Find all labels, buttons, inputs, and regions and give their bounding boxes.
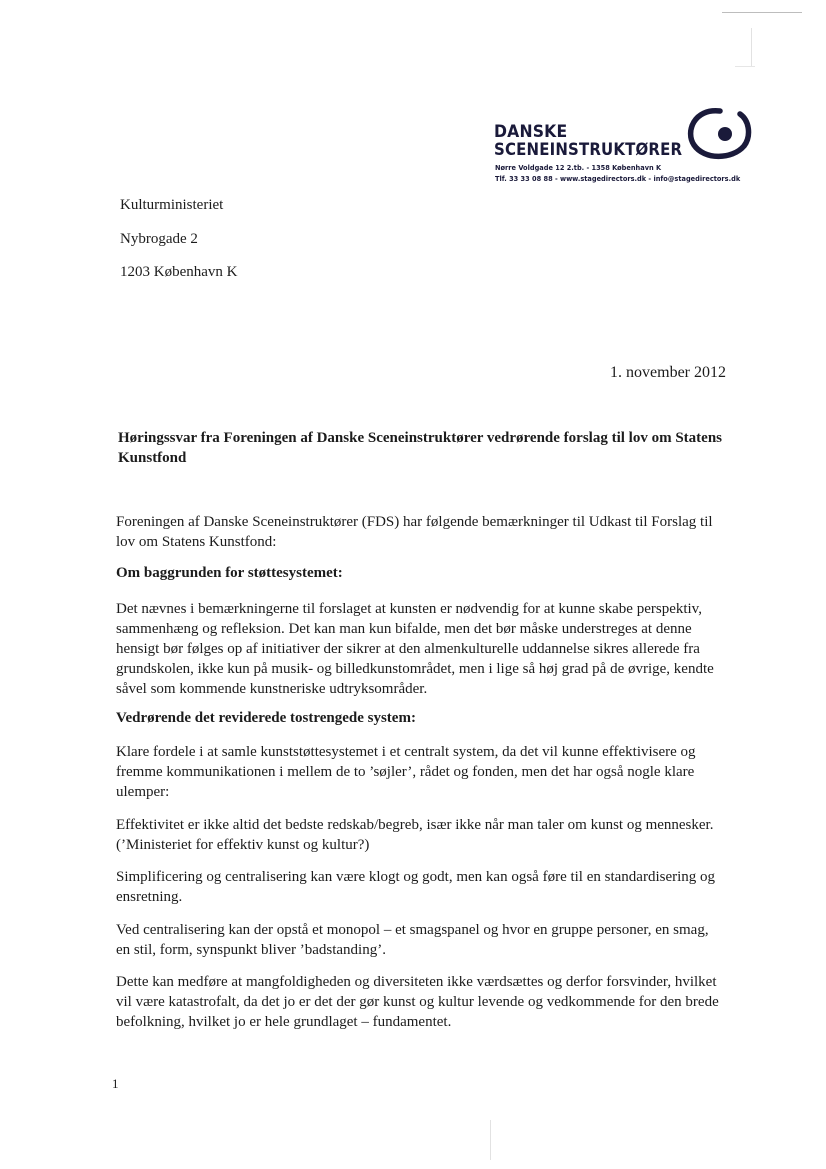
- recipient-name: Kulturministeriet: [120, 197, 224, 213]
- system-paragraph-simplification: Simplificering og centralisering kan være klogt og godt, men kan også føre til en standardisering og ensretning.: [116, 869, 716, 905]
- system-paragraph-advantages: Klare fordele i at samle kunststøttesystemet i et centralt system, da det vil kunne effektivisere og fremme kommunikationen i mellem de to ’søjler’, rådet og fonden, men det har også nogle klare ulemper:: [116, 744, 696, 800]
- system-paragraph-diversity: Dette kan medføre at mangfoldigheden og diversiteten ikke værdsættes og derfor forsvinder, hvilket vil være katastrofalt, da det jo er det der gør kunst og kultur levende og vedkommende for den brede befolkning, hvilket jo er hele grundlaget – fundamentet.: [116, 974, 719, 1030]
- letterhead-name-line2: SCENEINSTRUKTØRER: [494, 140, 683, 160]
- section-heading-system: Vedrørende det reviderede tostrengede system:: [116, 710, 416, 726]
- recipient-city: 1203 København K: [120, 264, 238, 280]
- system-paragraph-efficiency: Effektivitet er ikke altid det bedste redskab/begreb, især ikke når man taler om kunst og mennesker. (’Ministeriet for effektiv kunst og kultur?): [116, 817, 714, 853]
- eye-logo-icon: [680, 104, 752, 162]
- scan-artifact-line: [490, 1120, 491, 1160]
- recipient-street: Nybrogade 2: [120, 231, 198, 247]
- letterhead-name-line1: DANSKE: [494, 122, 568, 142]
- letterhead-address: Nørre Voldgade 12 2.tb. - 1358 København K: [495, 164, 662, 172]
- letterhead-contact: Tlf. 33 33 08 88 - www.stagedirectors.dk - info@stagedirectors.dk: [495, 175, 741, 183]
- section-heading-background: Om baggrunden for støttesystemet:: [116, 565, 343, 581]
- letterhead: [0, 0, 826, 200]
- section-background-paragraph: Det nævnes i bemærkningerne til forslaget at kunsten er nødvendig for at kunne skabe perspektiv, sammenhæng og refleksion. Det kan man kun bifalde, men det bør måske understreges at denne hensigt bør følges op af initiativer der sikrer at den almenkulturelle uddannelse sikres allerede fra grundskolen, ikke kun på musik- og billedkunstområdet, men i lige så høj grad på de øvrige, kendte såvel som kommende kunstneriske udtryksområder.: [116, 601, 714, 697]
- page-number: 1: [112, 1076, 119, 1091]
- letter-subject: Høringssvar fra Foreningen af Danske Sceneinstruktører vedrørende forslag til lov om Statens Kunstfond: [118, 430, 722, 466]
- intro-paragraph: Foreningen af Danske Sceneinstruktører (FDS) har følgende bemærkninger til Udkast til Forslag til lov om Statens Kunstfond:: [116, 514, 713, 550]
- system-paragraph-monopoly: Ved centralisering kan der opstå et monopol – et smagspanel og hvor en gruppe personer, en smag, en stil, form, synspunkt bliver ’badstanding’.: [116, 922, 709, 958]
- letter-date: 1. november 2012: [610, 364, 726, 381]
